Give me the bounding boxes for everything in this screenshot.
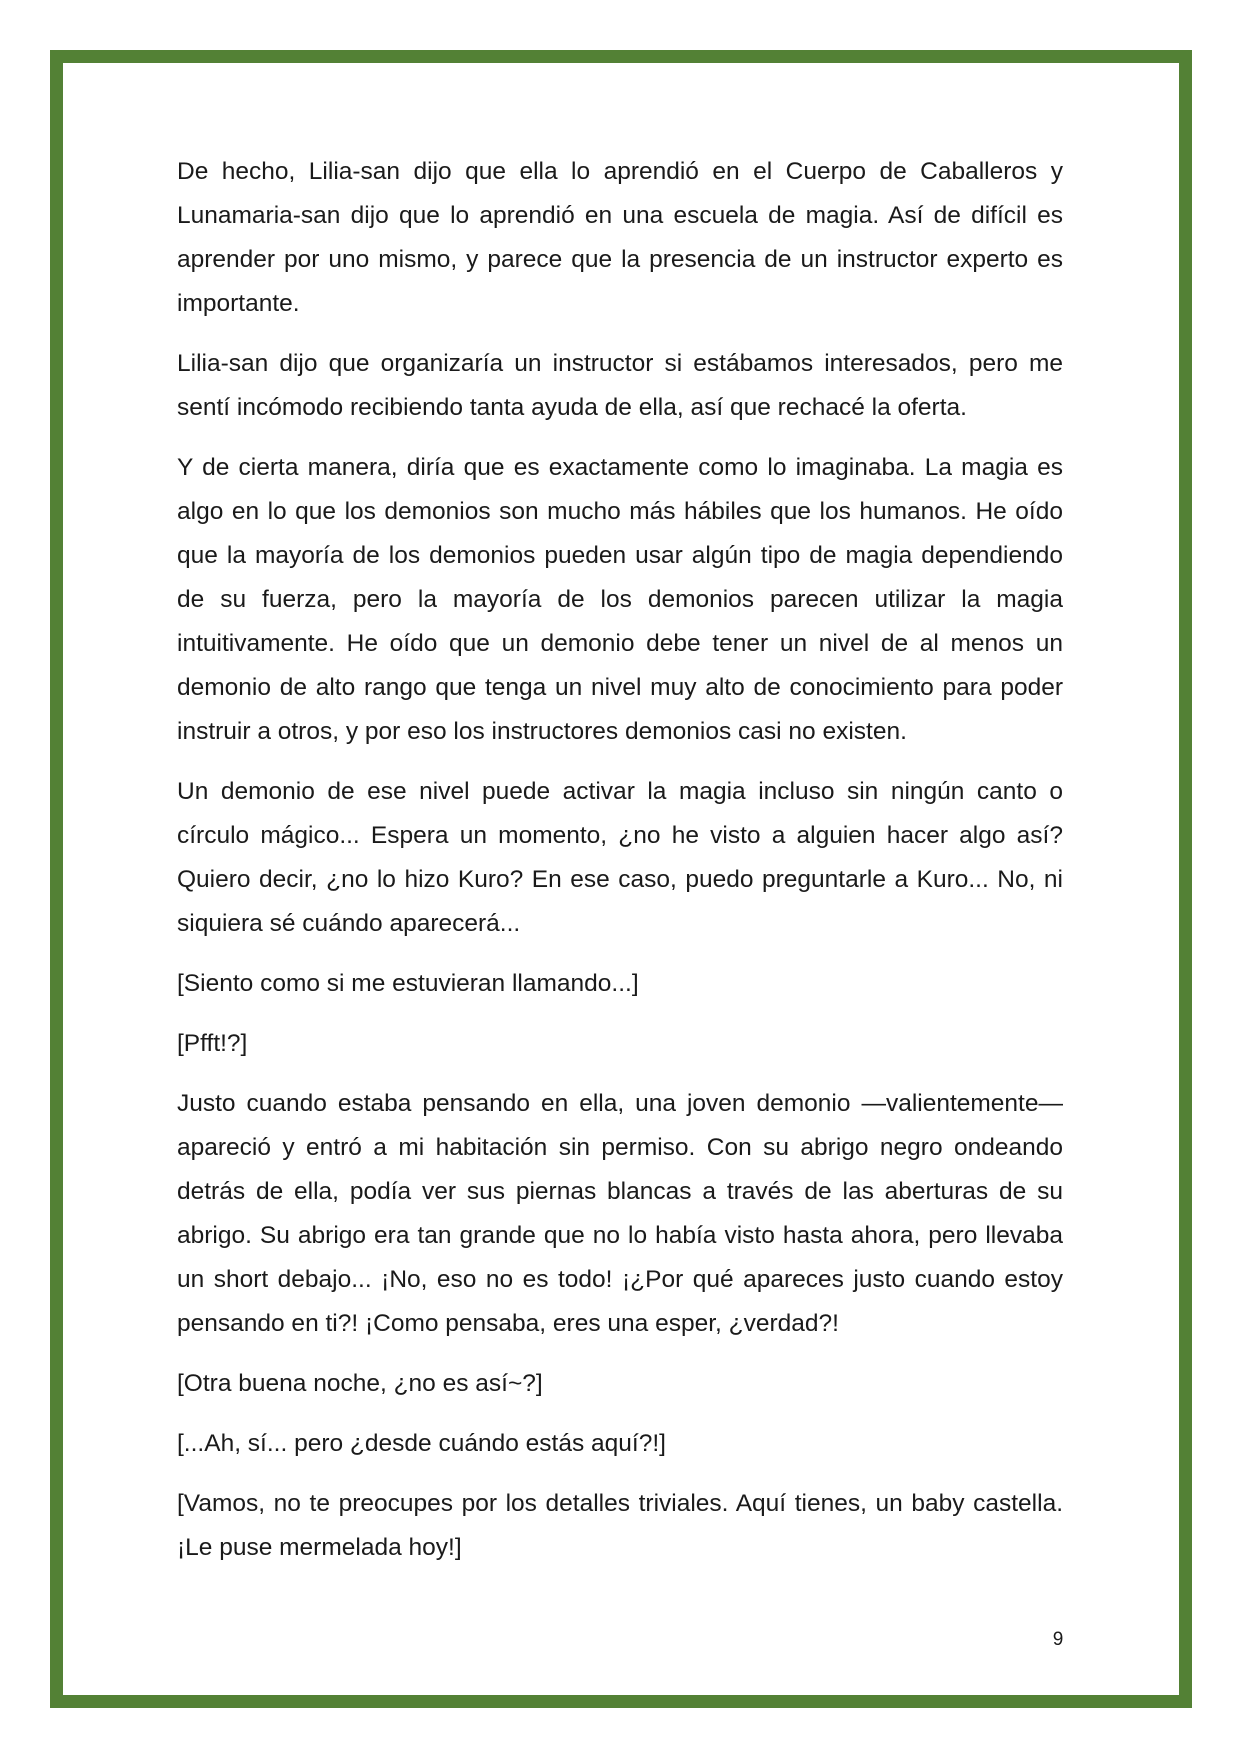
dialogue-line: [...Ah, sí... pero ¿desde cuándo estás aquí?!] xyxy=(177,1430,666,1457)
paragraph: Lilia-san dijo que organizaría un instructor si estábamos interesados, pero me sentí incómodo recibiendo tanta ayuda de ella, así que rechacé la oferta. xyxy=(177,350,1063,421)
paragraph: Y de cierta manera, diría que es exactamente como lo imaginaba. La magia es algo en lo que los demonios son mucho más hábiles que los humanos. He oído que la mayoría de los demonios pueden usar algún tipo de magia dependiendo de su fuerza, pero la mayoría de los demonios parecen utilizar la magia intuitivamente. He oído que un demonio debe tener un nivel de al menos un demonio de alto rango que tenga un nivel muy alto de conocimiento para poder instruir a otros, y por eso los instructores demonios casi no existen. xyxy=(177,454,1063,745)
dialogue-line: [Vamos, no te preocupes por los detalles triviales. Aquí tienes, un baby castella. ¡Le puse mermelada hoy!] xyxy=(177,1490,1063,1561)
paragraph: De hecho, Lilia-san dijo que ella lo aprendió en el Cuerpo de Caballeros y Lunamaria-san dijo que lo aprendió en una escuela de magia. Así de difícil es aprender por uno mismo, y parece que la presencia de un instructor experto es importante. xyxy=(177,158,1063,317)
page-body-text xyxy=(177,150,1063,1586)
dialogue-line: [Otra buena noche, ¿no es así~?] xyxy=(177,1370,543,1397)
dialogue-line: [Pfft!?] xyxy=(177,1030,248,1057)
page-number: 9 xyxy=(1052,1629,1064,1650)
paragraph: Justo cuando estaba pensando en ella, una joven demonio —valientemente— apareció y entró a mi habitación sin permiso. Con su abrigo negro ondeando detrás de ella, podía ver sus piernas blancas a través de las aberturas de su abrigo. Su abrigo era tan grande que no lo había visto hasta ahora, pero llevaba un short debajo... ¡No, eso no es todo! ¡¿Por qué apareces justo cuando estoy pensando en ti?! ¡Como pensaba, eres una esper, ¿verdad?! xyxy=(177,1090,1063,1337)
dialogue-line: [Siento como si me estuvieran llamando...] xyxy=(177,970,639,997)
paragraph: Un demonio de ese nivel puede activar la magia incluso sin ningún canto o círculo mágico... Espera un momento, ¿no he visto a alguien hacer algo así? Quiero decir, ¿no lo hizo Kuro? En ese caso, puedo preguntarle a Kuro... No, ni siquiera sé cuándo aparecerá... xyxy=(177,778,1063,937)
